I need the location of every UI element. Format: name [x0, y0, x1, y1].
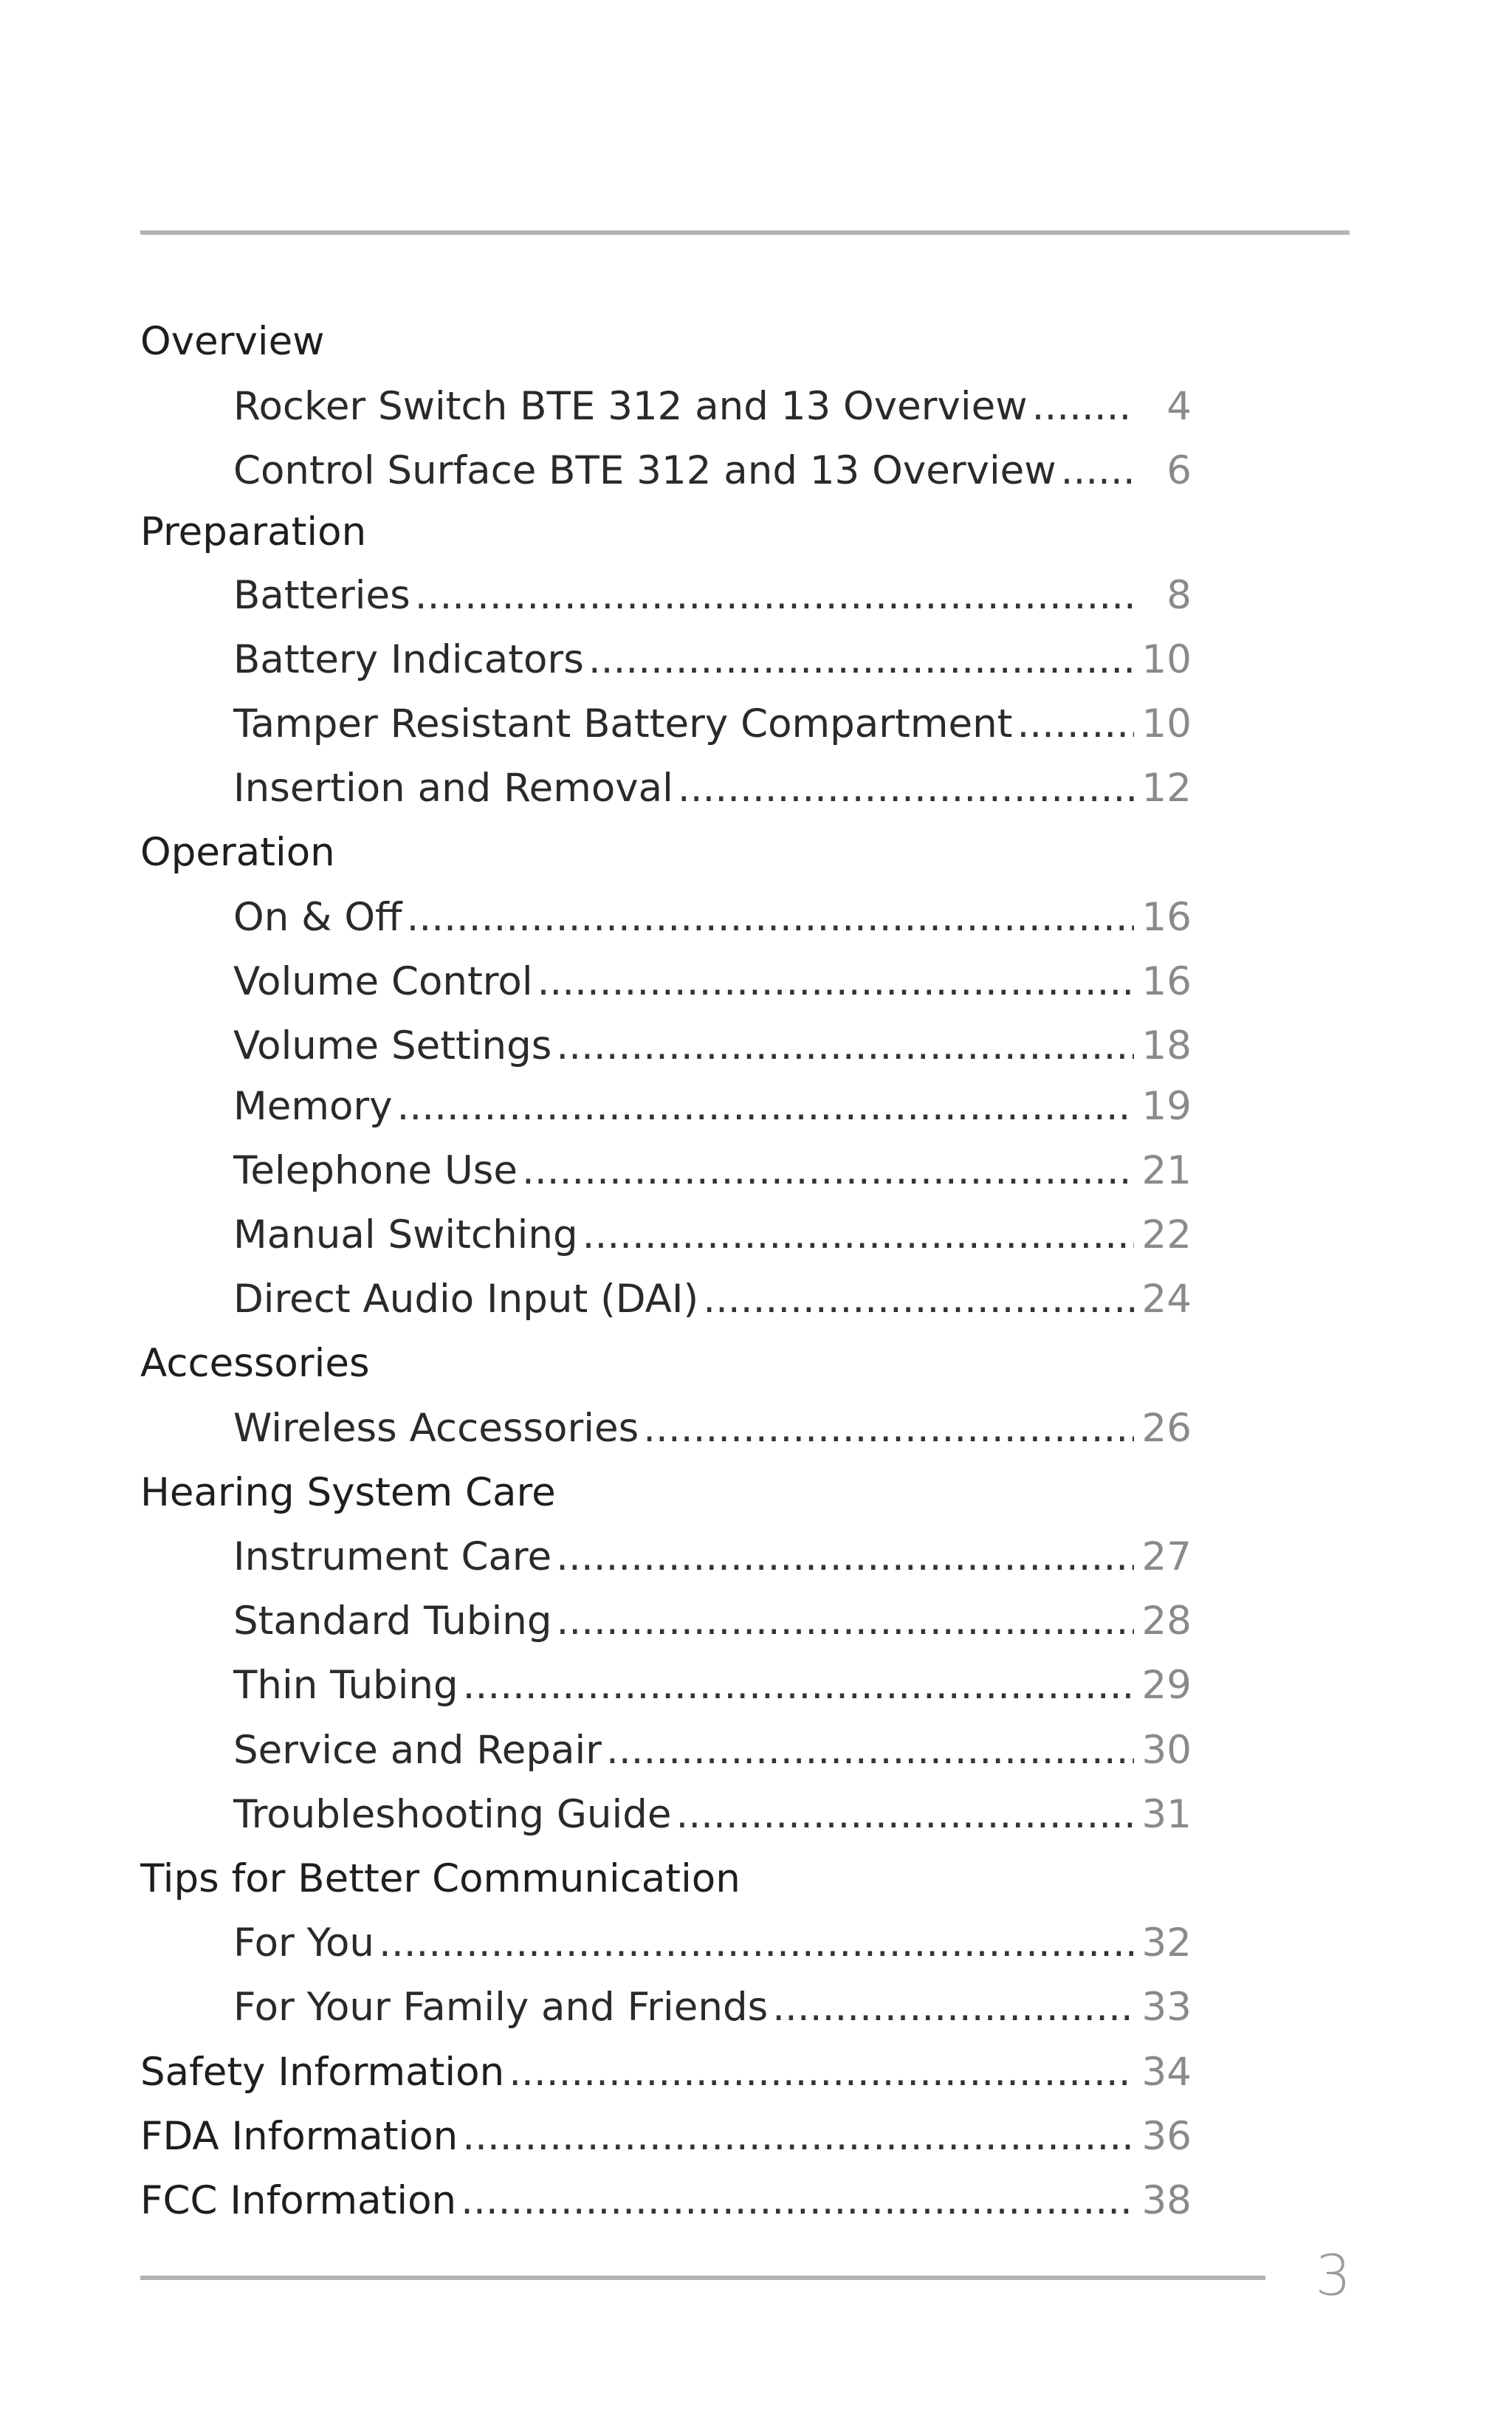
toc-entry-for-you[interactable] — [233, 1916, 1192, 1971]
toc-entry-instrument-care[interactable] — [233, 1530, 1192, 1585]
toc-page-number: 21 — [1141, 1148, 1192, 1193]
toc-page-number: 27 — [1141, 1534, 1192, 1579]
dot-leader — [461, 2174, 1134, 2228]
toc-entry-title: Volume Control — [233, 959, 533, 1004]
dot-leader — [678, 761, 1134, 816]
toc-page-number: 4 — [1166, 384, 1192, 429]
toc-entry-insertion-and-removal[interactable] — [233, 761, 1192, 816]
toc-page-number: 31 — [1141, 1792, 1192, 1837]
toc-entry-title: Tamper Resistant Battery Compartment — [233, 701, 1013, 746]
toc-entry-fcc-information[interactable] — [140, 2174, 1192, 2228]
toc-page-number: 28 — [1141, 1599, 1192, 1644]
toc-entry-title: Volume Settings — [233, 1023, 552, 1068]
toc-section-operation[interactable] — [140, 825, 1192, 880]
toc-entry-battery-indicators[interactable] — [233, 633, 1192, 687]
dot-leader — [537, 955, 1134, 1009]
toc-entry-title: Direct Audio Input (DAI) — [233, 1277, 699, 1322]
toc-entry-title: Service and Repair — [233, 1728, 602, 1773]
toc-entry-service-and-repair[interactable] — [233, 1723, 1192, 1778]
toc-section-accessories[interactable] — [140, 1336, 1192, 1391]
toc-entry-title: Telephone Use — [233, 1148, 518, 1193]
dot-leader — [509, 2045, 1134, 2100]
toc-entry-direct-audio-input[interactable] — [233, 1272, 1192, 1327]
dot-leader — [407, 890, 1134, 945]
toc-section-tips-for-better-communication[interactable] — [140, 1852, 1192, 1906]
dot-leader — [772, 1980, 1134, 2035]
toc-entry-volume-settings[interactable] — [233, 1019, 1192, 1074]
toc-entry-title: Preparation — [140, 509, 367, 555]
toc-page-number: 10 — [1141, 637, 1192, 682]
dot-leader — [462, 2109, 1134, 2164]
dot-leader — [397, 1079, 1134, 1134]
toc-entry-volume-control[interactable] — [233, 955, 1192, 1009]
toc-entry-title: FDA Information — [140, 2114, 458, 2159]
toc-entry-telephone-use[interactable] — [233, 1144, 1192, 1198]
toc-page-number: 16 — [1141, 959, 1192, 1004]
toc-entry-batteries[interactable] — [233, 569, 1192, 623]
toc-entry-tamper-resistant-battery-compartment[interactable] — [233, 697, 1192, 752]
toc-entry-title: Overview — [140, 319, 325, 364]
toc-page-number: 10 — [1141, 701, 1192, 746]
toc-page-number: 29 — [1141, 1663, 1192, 1708]
dot-leader — [1032, 380, 1134, 434]
dot-leader — [583, 1208, 1134, 1263]
toc-entry-title: Standard Tubing — [233, 1599, 552, 1644]
dot-leader — [703, 1272, 1134, 1327]
dot-leader — [415, 569, 1134, 623]
toc-entry-safety-information[interactable] — [140, 2045, 1192, 2100]
toc-entry-title: Wireless Accessories — [233, 1406, 639, 1451]
bottom-rule — [140, 2276, 1265, 2280]
dot-leader — [522, 1144, 1134, 1198]
toc-entry-title: Control Surface BTE 312 and 13 Overview — [233, 448, 1056, 493]
dot-leader — [588, 633, 1134, 687]
toc-entry-title: For You — [233, 1920, 375, 1966]
toc-entry-wireless-accessories[interactable] — [233, 1401, 1192, 1456]
toc-entry-title: Insertion and Removal — [233, 766, 673, 811]
toc-entry-title: Troubleshooting Guide — [233, 1792, 672, 1837]
toc-section-hearing-system-care[interactable] — [140, 1466, 1192, 1520]
toc-page-number: 30 — [1141, 1728, 1192, 1773]
toc-page-number: 33 — [1141, 1985, 1192, 2030]
toc-entry-title: Manual Switching — [233, 1212, 578, 1257]
toc-entry-title: Battery Indicators — [233, 637, 584, 682]
toc-entry-title: Safety Information — [140, 2050, 505, 2095]
toc-page-number: 34 — [1141, 2050, 1192, 2095]
toc-entry-manual-switching[interactable] — [233, 1208, 1192, 1263]
toc-entry-title: Hearing System Care — [140, 1470, 556, 1515]
dot-leader — [1061, 444, 1134, 498]
toc-entry-title: Tips for Better Communication — [140, 1856, 740, 1901]
toc-entry-title: FCC Information — [140, 2178, 457, 2223]
toc-entry-thin-tubing[interactable] — [233, 1658, 1192, 1713]
toc-entry-title: Operation — [140, 830, 335, 875]
dot-leader — [1017, 697, 1134, 752]
toc-entry-title: Rocker Switch BTE 312 and 13 Overview — [233, 384, 1028, 429]
toc-page-number: 16 — [1141, 895, 1192, 940]
dot-leader — [556, 1019, 1134, 1074]
toc-entry-troubleshooting-guide[interactable] — [233, 1788, 1192, 1842]
toc-page-number: 22 — [1141, 1212, 1192, 1257]
toc-page-number: 26 — [1141, 1406, 1192, 1451]
page-number: 3 — [1315, 2242, 1351, 2308]
toc-entry-rocker-switch-overview[interactable] — [233, 380, 1192, 434]
toc-entry-fda-information[interactable] — [140, 2109, 1192, 2164]
dot-leader — [463, 1658, 1134, 1713]
toc-entry-title: Instrument Care — [233, 1534, 552, 1579]
toc-entry-memory[interactable] — [233, 1079, 1192, 1134]
toc-entry-title: For Your Family and Friends — [233, 1985, 769, 2030]
dot-leader — [643, 1401, 1134, 1456]
toc-page-number: 36 — [1141, 2114, 1192, 2159]
dot-leader — [556, 1530, 1134, 1585]
toc-entry-title: Memory — [233, 1084, 393, 1129]
dot-leader — [606, 1723, 1134, 1778]
toc-page-number: 38 — [1141, 2178, 1192, 2223]
dot-leader — [379, 1916, 1134, 1971]
toc-page-number: 8 — [1166, 573, 1192, 618]
dot-leader — [676, 1788, 1134, 1842]
toc-page-number: 24 — [1141, 1277, 1192, 1322]
toc-page-number: 19 — [1141, 1084, 1192, 1129]
toc-entry-on-and-off[interactable] — [233, 890, 1192, 945]
toc-entry-control-surface-overview[interactable] — [233, 444, 1192, 498]
toc-page-number: 32 — [1141, 1920, 1192, 1966]
toc-page-number: 18 — [1141, 1023, 1192, 1068]
toc-entry-title: Thin Tubing — [233, 1663, 458, 1708]
toc-entry-standard-tubing[interactable] — [233, 1594, 1192, 1649]
toc-page-number: 12 — [1141, 766, 1192, 811]
toc-entry-for-your-family-and-friends[interactable] — [233, 1980, 1192, 2035]
toc-entry-title: On & Off — [233, 895, 402, 940]
toc-section-overview[interactable] — [140, 315, 1192, 369]
toc-entry-title: Batteries — [233, 573, 410, 618]
toc-entry-title: Accessories — [140, 1341, 370, 1386]
toc-page-number: 6 — [1166, 448, 1192, 493]
dot-leader — [556, 1594, 1134, 1649]
toc-section-preparation[interactable] — [140, 505, 1192, 560]
